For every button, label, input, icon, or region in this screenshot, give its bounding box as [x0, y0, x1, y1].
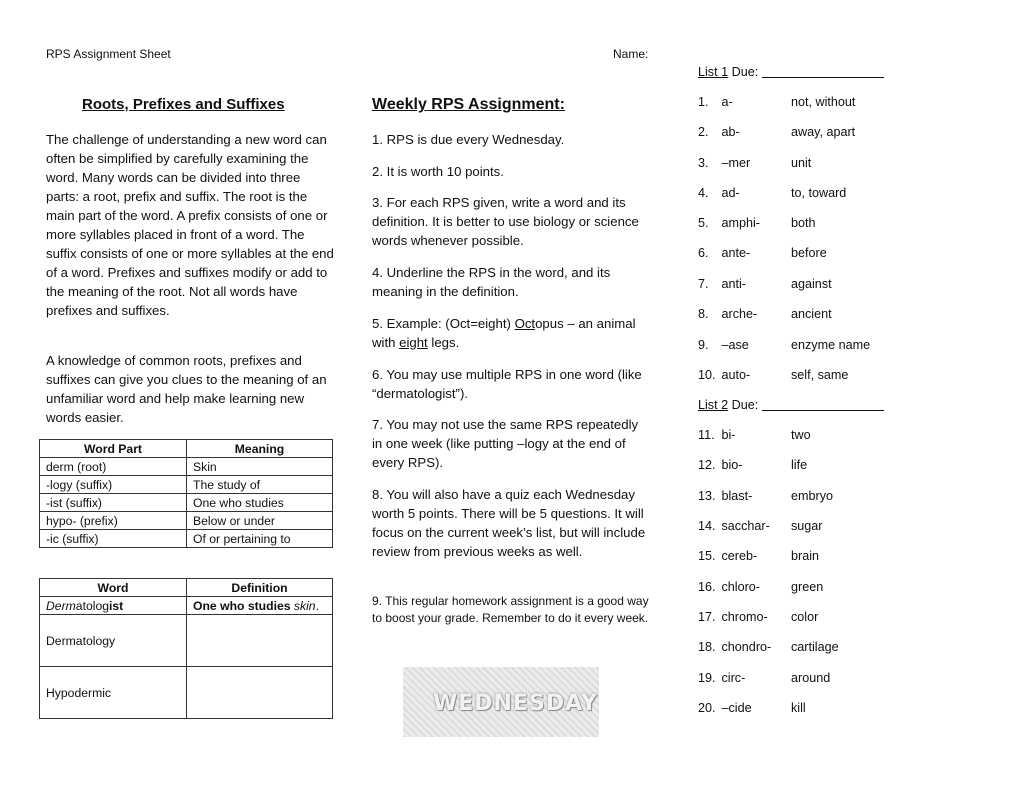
- word-part-table: [39, 439, 333, 548]
- word-part-cell: derm (root): [40, 458, 187, 476]
- header-word: Word: [40, 579, 187, 597]
- list-item: [698, 580, 898, 594]
- word-meaning: around: [791, 671, 831, 685]
- rule-6: 6. You may use multiple RPS in one word (like “dermatologist”).: [372, 367, 642, 401]
- word-part: chloro-: [721, 580, 760, 594]
- knowledge-paragraph: A knowledge of common roots, prefixes and suffixes can give you clues to the meaning of an unfamiliar word and help make learning new words easier.: [46, 353, 327, 425]
- list-item: [698, 428, 898, 442]
- sheet-title: RPS Assignment Sheet: [46, 47, 171, 61]
- word-part-cell: -ic (suffix): [40, 530, 187, 548]
- word-meaning: not, without: [791, 95, 856, 109]
- rule-8: 8. You will also have a quiz each Wednesday worth 5 points. There will be 5 questions. It will focus on the current week’s list, but will include review from previous weeks as well.: [372, 487, 646, 559]
- item-number: 18.: [698, 640, 716, 654]
- word-meaning: both: [791, 216, 816, 230]
- word-part: ab-: [721, 125, 740, 139]
- list-item: [698, 671, 898, 685]
- word-part: a-: [721, 95, 733, 109]
- word-meaning: unit: [791, 156, 812, 170]
- list-item: [698, 125, 898, 139]
- word-part: ante-: [721, 246, 751, 260]
- word-part: –ase: [721, 338, 749, 352]
- rule-1: 1. RPS is due every Wednesday.: [372, 132, 565, 147]
- header-definition: Definition: [187, 579, 333, 597]
- list-item: [698, 489, 898, 503]
- list-item: [698, 95, 898, 109]
- word-meaning: enzyme name: [791, 338, 871, 352]
- word-meaning: brain: [791, 549, 820, 563]
- item-number: 7.: [698, 277, 709, 291]
- word-part: anti-: [721, 277, 746, 291]
- middle-title: Weekly RPS Assignment:: [372, 96, 565, 113]
- due-date-line[interactable]: [762, 65, 884, 78]
- meaning-cell: Of or pertaining to: [187, 530, 333, 548]
- word-meaning: color: [791, 610, 819, 624]
- item-number: 15.: [698, 549, 716, 563]
- rule-9: 9. This regular homework assignment is a good way to boost your grade. Remember to do it every week.: [372, 594, 649, 625]
- definition-cell[interactable]: [187, 667, 333, 719]
- item-number: 19.: [698, 671, 716, 685]
- item-number: 14.: [698, 519, 716, 533]
- word-meaning: to, toward: [791, 186, 847, 200]
- table-row: [40, 615, 333, 667]
- list-item: [698, 246, 898, 260]
- list-item: [698, 156, 898, 170]
- table-row: [40, 667, 333, 719]
- word-cell: Hypodermic: [40, 667, 187, 719]
- rule-3: 3. For each RPS given, write a word and its definition. It is better to use biology or science words whenever possible.: [372, 195, 639, 248]
- table-row: [40, 476, 333, 494]
- meaning-cell: The study of: [187, 476, 333, 494]
- word-cell: Dermatology: [40, 615, 187, 667]
- word-part: auto-: [721, 368, 751, 382]
- word-part: ad-: [721, 186, 740, 200]
- table-row: [40, 530, 333, 548]
- left-title: Roots, Prefixes and Suffixes: [82, 96, 285, 113]
- table-row: [40, 512, 333, 530]
- meaning-cell: One who studies: [187, 494, 333, 512]
- header-word-part: Word Part: [40, 440, 187, 458]
- meaning-cell: Skin: [187, 458, 333, 476]
- word-meaning: kill: [791, 701, 806, 715]
- word-part: arche-: [721, 307, 758, 321]
- table-row: [40, 597, 333, 615]
- word-meaning: two: [791, 428, 811, 442]
- word-meaning: cartilage: [791, 640, 839, 654]
- item-number: 5.: [698, 216, 709, 230]
- word-part: bi-: [721, 428, 736, 442]
- meaning-cell: Below or under: [187, 512, 333, 530]
- word-part: –mer: [721, 156, 751, 170]
- item-number: 8.: [698, 307, 709, 321]
- rule-4: 4. Underline the RPS in the word, and its meaning in the definition.: [372, 265, 611, 299]
- item-number: 3.: [698, 156, 709, 170]
- intro-paragraph: The challenge of understanding a new word can often be simplified by carefully examining the word. Many words can be divided into three parts: a root, prefix and suffix. The root is the main part of the word. A prefix consists of one or more syllables placed in front of a word. The suffix consists of one or more syllables at the end of a word. Prefixes and suffixes modify or add to the meaning of the root. Not all words have prefixes and suffixes.: [46, 132, 334, 318]
- table-row: [40, 458, 333, 476]
- word-part: chromo-: [721, 610, 768, 624]
- wednesday-image-text: WEDNESDAY: [433, 691, 598, 716]
- example-word-cell: Dermatologist: [40, 597, 187, 615]
- definition-cell[interactable]: [187, 615, 333, 667]
- list-item: [698, 277, 898, 291]
- word-part-cell: -logy (suffix): [40, 476, 187, 494]
- list-item: [698, 186, 898, 200]
- rule-7: 7. You may not use the same RPS repeatedly in one week (like putting –logy at the end of every RPS).: [372, 417, 639, 470]
- word-meaning: sugar: [791, 519, 823, 533]
- word-part: chondro-: [721, 640, 772, 654]
- item-number: 20.: [698, 701, 716, 715]
- item-number: 10.: [698, 368, 716, 382]
- word-meaning: against: [791, 277, 832, 291]
- list-2-header: List 2 Due:: [698, 398, 884, 412]
- word-part: amphi-: [721, 216, 760, 230]
- item-number: 9.: [698, 338, 709, 352]
- list-item: [698, 701, 898, 715]
- list-item: [698, 458, 898, 472]
- list-item: [698, 549, 898, 563]
- word-meaning: life: [791, 458, 808, 472]
- item-number: 12.: [698, 458, 716, 472]
- word-part: sacchar-: [721, 519, 770, 533]
- list-item: [698, 338, 898, 352]
- name-label: Name:: [613, 47, 649, 61]
- word-meaning: ancient: [791, 307, 832, 321]
- list-item: [698, 216, 898, 230]
- list-item: [698, 368, 898, 382]
- word-part: bio-: [721, 458, 743, 472]
- word-definition-table: [39, 578, 333, 719]
- word-part: –cide: [721, 701, 752, 715]
- word-part-cell: -ist (suffix): [40, 494, 187, 512]
- word-meaning: embryo: [791, 489, 833, 503]
- wednesday-image: [403, 667, 599, 737]
- word-meaning: before: [791, 246, 827, 260]
- item-number: 11.: [698, 428, 715, 442]
- rule-5: 5. Example: (Oct=eight) Octopus – an animal with eight legs.: [372, 316, 636, 350]
- item-number: 2.: [698, 125, 709, 139]
- list-1-header: List 1 Due:: [698, 65, 884, 79]
- due-date-line[interactable]: [762, 398, 884, 411]
- item-number: 4.: [698, 186, 709, 200]
- item-number: 1.: [698, 95, 709, 109]
- rule-2: 2. It is worth 10 points.: [372, 164, 504, 179]
- word-meaning: self, same: [791, 368, 849, 382]
- word-meaning: away, apart: [791, 125, 856, 139]
- word-meaning: green: [791, 580, 824, 594]
- example-definition-cell: One who studies skin.: [187, 597, 333, 615]
- list-item: [698, 610, 898, 624]
- word-part: circ-: [721, 671, 746, 685]
- item-number: 16.: [698, 580, 716, 594]
- table-row: [40, 494, 333, 512]
- header-meaning: Meaning: [187, 440, 333, 458]
- list-item: [698, 519, 898, 533]
- word-part: cereb-: [721, 549, 758, 563]
- item-number: 17.: [698, 610, 716, 624]
- item-number: 13.: [698, 489, 716, 503]
- list-item: [698, 307, 898, 321]
- word-part-cell: hypo- (prefix): [40, 512, 187, 530]
- item-number: 6.: [698, 246, 709, 260]
- word-part: blast-: [721, 489, 753, 503]
- list-item: [698, 640, 898, 654]
